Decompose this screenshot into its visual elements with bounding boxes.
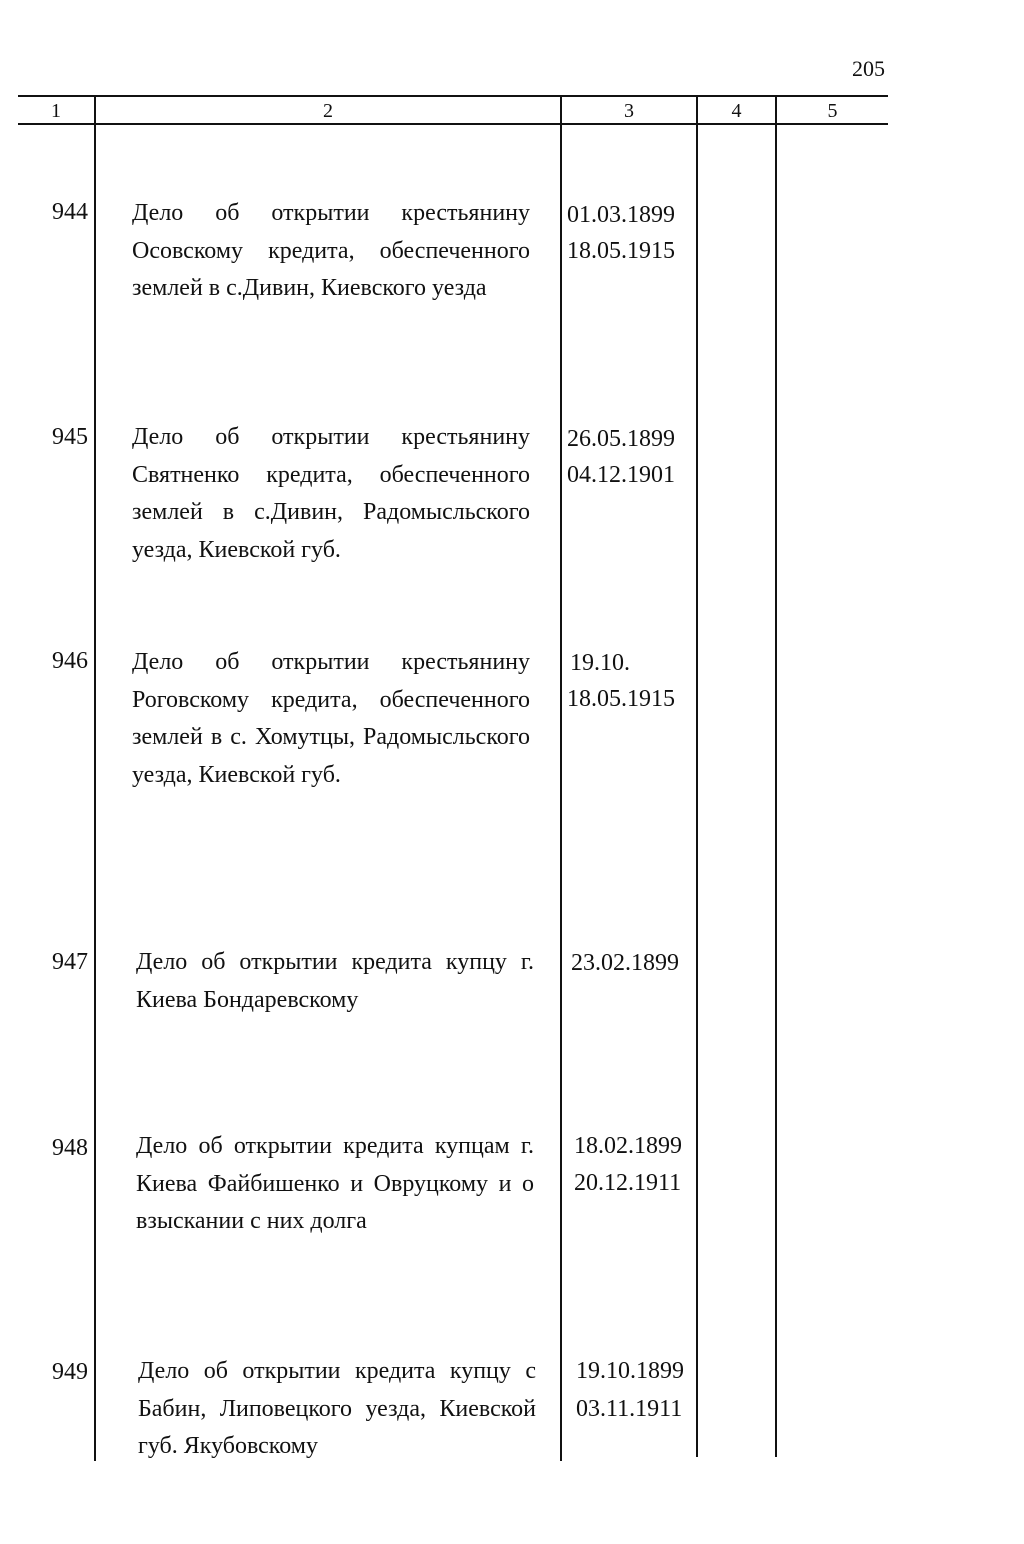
record-number: 948 — [52, 1135, 88, 1161]
column-header: 2 — [323, 100, 333, 122]
column-header: 3 — [624, 100, 634, 122]
record-number: 947 — [52, 949, 88, 975]
record-date-start: 18.02.1899 — [574, 1133, 682, 1159]
table-header-rule — [18, 123, 888, 125]
column-header: 5 — [827, 100, 838, 122]
record-date-end: 20.12.1911 — [574, 1170, 682, 1196]
column-divider — [775, 95, 777, 1457]
record-date-start: 19.10.1899 — [576, 1358, 684, 1384]
column-header: 1 — [51, 100, 61, 122]
record-date-start: 26.05.1899 — [567, 426, 675, 452]
record-number: 944 — [52, 199, 88, 225]
record-number: 945 — [52, 424, 88, 450]
column-divider — [94, 95, 96, 1461]
record-date-start: 19.10. — [570, 650, 630, 676]
record-date-start: 01.03.1899 — [567, 202, 675, 228]
record-description: Дело об открытии кредита купцам г. Киева Файбишенко и Овруцкому и о взыскании с них долга — [136, 1133, 534, 1234]
record-description: Дело об открытии кредита купцу с Бабин, Липовецкого уезда, Киевской губ. Якубовскому — [138, 1358, 536, 1459]
record-date-end: 18.05.1915 — [567, 686, 675, 712]
record-number: 946 — [52, 648, 88, 674]
record-date-end: 18.05.1915 — [567, 238, 675, 264]
record-description: Дело об открытии кредита купцу г. Киева Бондаревскому — [136, 949, 534, 1013]
record-date-end: 03.11.1911 — [576, 1396, 683, 1422]
record-date-start: 23.02.1899 — [571, 950, 679, 976]
column-divider — [560, 95, 562, 1461]
record-description: Дело об открытии крестьянину Святненко кредита, обеспеченного землей в с.Дивин, Радомысльского уезда, Киевской губ. — [132, 424, 530, 563]
table-top-rule — [18, 95, 888, 97]
column-header: 4 — [731, 100, 742, 122]
column-divider — [696, 95, 698, 1457]
record-description: Дело об открытии крестьянину Роговскому кредита, обеспеченного землей в с. Хомутцы, Радомысльского уезда, Киевской губ. — [132, 649, 530, 788]
record-date-end: 04.12.1901 — [567, 462, 675, 488]
record-description: Дело об открытии крестьянину Осовскому кредита, обеспеченного землей в с.Дивин, Киевского уезда — [132, 200, 530, 301]
record-number: 949 — [52, 1359, 88, 1385]
page-number: 205 — [852, 56, 885, 81]
